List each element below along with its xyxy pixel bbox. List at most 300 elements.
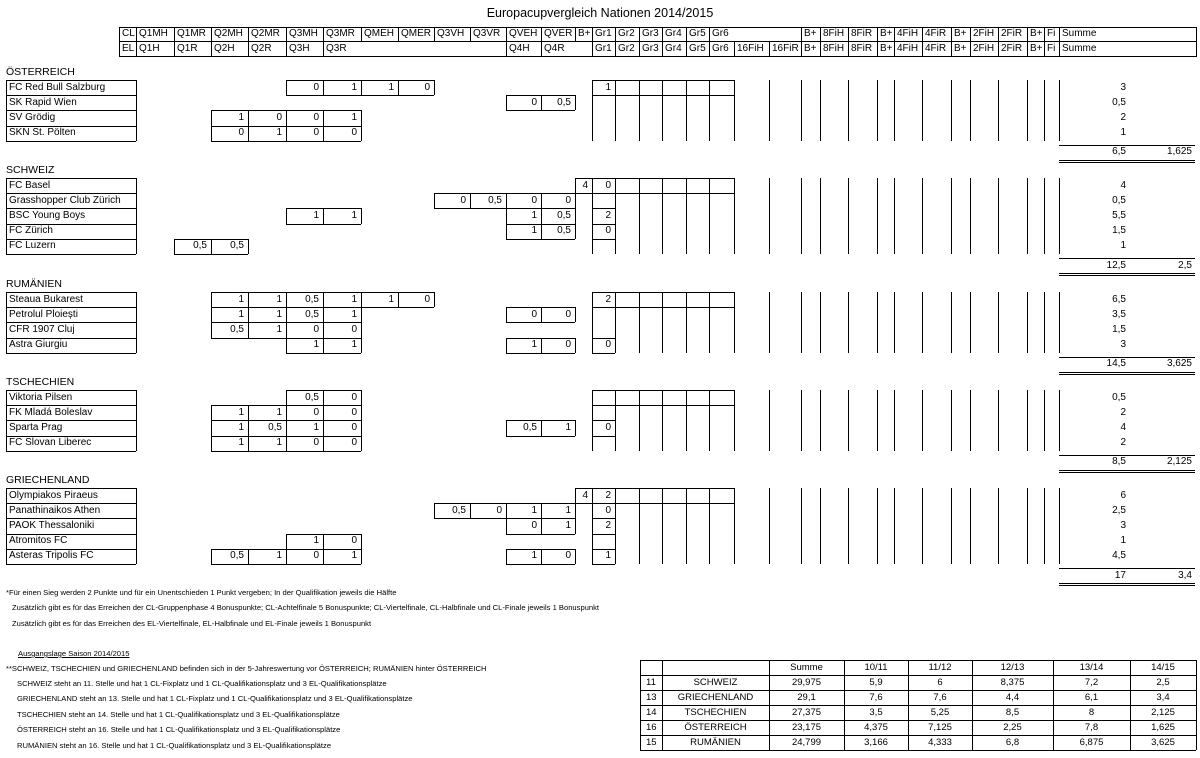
group-line xyxy=(592,193,734,194)
result-cell: 1 xyxy=(238,406,244,418)
cell-line xyxy=(211,451,248,452)
result-cell: 0,5 xyxy=(230,550,244,562)
cell-line xyxy=(323,292,324,307)
result-cell: 0,5 xyxy=(488,194,502,206)
result-cell: 0 xyxy=(605,339,611,351)
cell-line xyxy=(361,292,362,307)
team-box-line xyxy=(6,95,136,96)
cell-line xyxy=(323,224,361,225)
header-cell-cl: B+ xyxy=(575,27,592,41)
result-cell: 0 xyxy=(605,225,611,237)
column-line xyxy=(1027,292,1028,353)
cell-line xyxy=(323,338,324,353)
result-cell: 0 xyxy=(531,308,537,320)
team-box-line xyxy=(6,193,136,194)
team-box-line xyxy=(6,208,136,209)
result-cell: 0,5 xyxy=(557,209,571,221)
ranking-header: 14/15 xyxy=(1151,661,1175,673)
result-cell: 1 xyxy=(531,339,537,351)
total-line xyxy=(1059,160,1195,161)
team-sum: 4 xyxy=(1120,179,1126,191)
column-line xyxy=(1059,390,1060,451)
team-box-line xyxy=(6,208,7,223)
header-cell-el: B+ xyxy=(877,42,894,56)
ranking-header: 11/12 xyxy=(928,661,952,673)
result-cell: 0 xyxy=(531,194,537,206)
team-box-line xyxy=(6,178,7,193)
column-line xyxy=(848,178,849,254)
column-line xyxy=(848,488,849,564)
cell-line xyxy=(361,549,362,564)
cell-line xyxy=(506,322,541,323)
ranking-position: 16 xyxy=(646,721,657,733)
column-line xyxy=(998,390,999,451)
result-cell: 0 xyxy=(238,127,244,139)
header-cell-cl: Q3VH xyxy=(434,27,470,41)
cell-line xyxy=(248,405,286,406)
team-box-line xyxy=(136,534,137,549)
team-box-line xyxy=(136,292,137,307)
header-cell-cl: Summe xyxy=(1059,27,1196,41)
team-name: Viktoria Pilsen xyxy=(9,391,73,403)
header-cell-el: 16FiR xyxy=(769,42,801,56)
cell-line xyxy=(592,224,615,225)
team-name: Steaua Bukarest xyxy=(9,293,83,305)
ranking-value: 7,125 xyxy=(928,721,952,733)
cell-line xyxy=(506,549,507,564)
group-top-line xyxy=(592,80,734,81)
team-box-line xyxy=(6,178,136,179)
column-line xyxy=(686,178,687,254)
group-line xyxy=(592,405,734,406)
cell-line xyxy=(541,95,575,96)
group-line xyxy=(592,503,734,504)
header-cell-el: 8FiH xyxy=(820,42,848,56)
header-cell-cl: Gr6 xyxy=(709,27,734,41)
ranking-value: 7,8 xyxy=(1084,721,1099,733)
header-cell-cl: Gr3 xyxy=(639,27,662,41)
column-line xyxy=(709,390,710,451)
group-line xyxy=(592,95,734,96)
cell-line xyxy=(211,564,248,565)
cell-line xyxy=(361,338,362,353)
cell-line xyxy=(248,420,286,421)
ranking-value: 4,4 xyxy=(1005,691,1020,703)
nation-heading: TSCHECHIEN xyxy=(6,376,75,388)
team-box-line xyxy=(6,292,7,307)
cell-line xyxy=(506,420,541,421)
team-box-line xyxy=(136,405,137,420)
team-box-line xyxy=(136,503,137,518)
header-cell-el: B+ xyxy=(1027,42,1044,56)
ranking-position: 15 xyxy=(646,736,657,748)
cell-line xyxy=(248,549,249,564)
ranking-col-line xyxy=(844,660,845,750)
result-cell: 2 xyxy=(605,489,611,501)
column-line xyxy=(894,488,895,564)
header-cell-cl: Gr2 xyxy=(615,27,639,41)
header-cell-cl: Q3MR xyxy=(323,27,361,41)
header-cell-el: Q4H xyxy=(506,42,541,56)
team-box-line xyxy=(6,549,136,550)
nation-total: 8,5 xyxy=(1112,456,1126,468)
column-line xyxy=(951,178,952,254)
result-cell: 1 xyxy=(313,421,319,433)
cell-line xyxy=(506,503,541,504)
team-sum: 1,5 xyxy=(1112,225,1126,237)
result-cell: 0 xyxy=(351,127,357,139)
header-cell-el: 8FiR xyxy=(848,42,877,56)
ranking-value: 27,375 xyxy=(791,706,822,718)
cell-line xyxy=(286,307,323,308)
result-cell: 4 xyxy=(582,489,588,501)
team-sum: 3 xyxy=(1120,519,1126,531)
cell-line xyxy=(541,338,542,353)
header-cell-cl: 4FiR xyxy=(922,27,951,41)
cell-line xyxy=(286,126,287,141)
column-line xyxy=(662,488,663,564)
ranking-value: 8,375 xyxy=(1000,676,1025,688)
team-name: FK Mladá Boleslav xyxy=(9,406,93,418)
header-cell-cl: Gr5 xyxy=(686,27,709,41)
cell-line xyxy=(323,436,361,437)
result-cell: 1 xyxy=(351,293,357,305)
cell-line xyxy=(323,322,324,337)
result-cell: 1 xyxy=(276,308,282,320)
team-box-line xyxy=(136,80,137,95)
cell-line xyxy=(434,503,435,518)
column-line xyxy=(769,390,770,451)
total-line xyxy=(1059,275,1195,276)
column-line xyxy=(1059,292,1060,353)
result-cell: 0 xyxy=(565,194,571,206)
cell-line xyxy=(248,292,286,293)
result-cell: 0 xyxy=(276,111,282,123)
team-name: Sparta Prag xyxy=(9,421,63,433)
cell-line xyxy=(361,390,362,405)
column-line xyxy=(998,80,999,141)
ranking-col-line xyxy=(972,660,973,750)
header-cell-cl: B+ xyxy=(801,27,820,41)
header-cell-el: Q1H xyxy=(136,42,174,56)
team-box-line xyxy=(136,549,137,564)
team-box-line xyxy=(6,110,136,111)
column-line xyxy=(801,292,802,353)
team-sum: 4 xyxy=(1120,421,1126,433)
cell-line xyxy=(174,254,211,255)
cell-line xyxy=(506,193,541,194)
cell-line xyxy=(541,549,575,550)
header-cell-cl: 8FiH xyxy=(820,27,848,41)
column-line xyxy=(820,178,821,254)
ranking-col-line xyxy=(1130,660,1131,750)
ranking-col-line xyxy=(640,660,641,750)
cell-line xyxy=(286,564,323,565)
result-cell: 1 xyxy=(388,81,394,93)
cell-line xyxy=(211,110,212,125)
cell-line xyxy=(286,420,287,435)
group-top-line xyxy=(592,390,734,391)
cell-line xyxy=(575,420,576,435)
cell-line xyxy=(592,564,615,565)
header-cell-el: 2FiH xyxy=(970,42,998,56)
cell-line xyxy=(323,420,361,421)
cell-line xyxy=(323,141,361,142)
cell-line xyxy=(248,141,286,142)
team-box-line xyxy=(6,239,136,240)
team-box-line xyxy=(6,80,136,81)
team-name: Atromitos FC xyxy=(9,535,68,547)
cell-line xyxy=(361,208,362,223)
cell-line xyxy=(361,436,362,451)
result-cell: 0 xyxy=(565,308,571,320)
result-cell: 1 xyxy=(351,308,357,320)
column-line xyxy=(615,292,616,353)
ranking-value: 4,375 xyxy=(864,721,888,733)
result-cell: 1 xyxy=(276,127,282,139)
team-box-line xyxy=(6,488,7,503)
cell-line xyxy=(286,141,323,142)
cell-line xyxy=(211,549,212,564)
ranking-value: 3,4 xyxy=(1156,691,1170,703)
cell-line xyxy=(323,80,324,95)
header-cell-cl: Q3VR xyxy=(470,27,506,41)
column-line xyxy=(877,292,878,353)
ranking-value: 3,5 xyxy=(869,706,883,718)
cell-line xyxy=(286,224,323,225)
result-cell: 0 xyxy=(351,323,357,335)
result-cell: 0 xyxy=(313,127,319,139)
ranking-value: 1,625 xyxy=(1151,721,1175,733)
column-line xyxy=(639,390,640,451)
result-cell: 1 xyxy=(276,550,282,562)
cell-line xyxy=(575,178,576,193)
column-line xyxy=(970,292,971,353)
header-cell-el: Gr1 xyxy=(592,42,615,56)
ranking-value: 7,2 xyxy=(1084,676,1099,688)
cell-line xyxy=(541,224,542,239)
cell-line xyxy=(211,549,248,550)
result-cell: 0 xyxy=(565,550,571,562)
cell-line xyxy=(211,239,248,240)
cell-line xyxy=(361,292,398,293)
team-box-line xyxy=(6,451,136,452)
result-cell: 0 xyxy=(351,535,357,547)
column-line xyxy=(820,488,821,564)
cell-line xyxy=(248,405,249,420)
cell-line xyxy=(506,95,541,96)
result-cell: 1 xyxy=(276,293,282,305)
ranking-value: 8,5 xyxy=(1005,706,1020,718)
team-box-line xyxy=(6,518,136,519)
header-right-line xyxy=(1196,27,1197,57)
cell-line xyxy=(286,405,323,406)
header-cell-cl: B+ xyxy=(1027,27,1044,41)
column-line xyxy=(769,488,770,564)
result-cell: 0,5 xyxy=(268,421,282,433)
cell-line xyxy=(506,353,541,354)
cell-line xyxy=(592,239,615,240)
cell-line xyxy=(592,518,615,519)
ranking-value: 8 xyxy=(1088,706,1095,718)
cell-line xyxy=(541,208,575,209)
column-line xyxy=(734,80,735,141)
ranking-value: 2,5 xyxy=(1156,676,1170,688)
cell-line xyxy=(286,353,323,354)
ranking-col-line xyxy=(769,660,770,750)
cell-line xyxy=(361,405,362,420)
cell-line xyxy=(506,503,507,518)
team-box-line xyxy=(6,224,136,225)
cell-line xyxy=(248,239,249,254)
cell-line xyxy=(506,420,507,435)
column-line xyxy=(877,488,878,564)
footnote-line: Zusätzlich gibt es für das Erreichen des EL-Viertelfinale, EL-Halbfinale und EL-Finale jeweils 1 Bonuspunkt xyxy=(12,619,372,628)
header-cell-el: B+ xyxy=(801,42,820,56)
team-sum: 0,5 xyxy=(1112,194,1126,206)
result-cell: 1 xyxy=(351,209,357,221)
cell-line xyxy=(211,420,212,435)
team-box-line xyxy=(136,436,137,451)
cell-line xyxy=(286,390,323,391)
column-line xyxy=(709,80,710,141)
cell-line xyxy=(286,126,323,127)
cell-line xyxy=(286,208,323,209)
cell-line xyxy=(323,110,361,111)
cell-line xyxy=(361,534,362,549)
ranking-value: 24,799 xyxy=(791,736,822,748)
cell-line xyxy=(323,549,361,550)
column-line xyxy=(1059,80,1060,141)
cell-line xyxy=(286,420,323,421)
ranking-value: 29,975 xyxy=(791,676,822,688)
column-line xyxy=(769,178,770,254)
team-box-line xyxy=(6,307,7,322)
header-cell-el: Gr3 xyxy=(639,42,662,56)
ranking-value: 6,1 xyxy=(1084,691,1099,703)
result-cell: 1 xyxy=(276,323,282,335)
team-box-line xyxy=(6,322,7,337)
cell-line xyxy=(361,307,362,322)
cell-line xyxy=(506,338,507,353)
team-name: FC Red Bull Salzburg xyxy=(9,81,106,93)
cell-line xyxy=(575,518,576,533)
column-line xyxy=(998,292,999,353)
column-line xyxy=(639,80,640,141)
header-cell-el: Summe xyxy=(1059,42,1196,56)
cell-line xyxy=(286,451,323,452)
team-box-line xyxy=(6,338,7,353)
column-line xyxy=(801,488,802,564)
cell-line xyxy=(323,307,361,308)
header-cell-el: Q2H xyxy=(211,42,248,56)
team-box-line xyxy=(136,518,137,533)
team-name: Petrolul Ploiești xyxy=(9,308,78,320)
cell-line xyxy=(323,208,361,209)
cell-line xyxy=(506,549,541,550)
header-cell-cl: Q1MR xyxy=(174,27,211,41)
cell-line xyxy=(541,224,575,225)
column-line xyxy=(801,178,802,254)
cell-line xyxy=(592,534,615,535)
column-line xyxy=(922,80,923,141)
cell-line xyxy=(541,420,542,435)
team-box-line xyxy=(6,95,7,110)
result-cell: 0 xyxy=(496,504,502,516)
team-box-line xyxy=(6,488,136,489)
team-box-line xyxy=(136,95,137,110)
team-sum: 2,5 xyxy=(1112,504,1126,516)
nation-total: 12,5 xyxy=(1106,259,1126,271)
result-cell: 0,5 xyxy=(230,240,244,252)
cell-line xyxy=(361,420,362,435)
cell-line xyxy=(286,390,287,405)
result-cell: 1 xyxy=(238,421,244,433)
footnote-line: *Für einen Sieg werden 2 Punkte und für ein Unentschieden 1 Punkt vergeben; In der Qualifikation jeweils die Hälfte xyxy=(6,588,397,597)
cell-line xyxy=(286,208,287,223)
cell-line xyxy=(434,292,435,307)
header-cell-el: Q3H xyxy=(286,42,323,56)
cell-line xyxy=(323,353,361,354)
team-box-line xyxy=(6,126,7,141)
result-cell: 1 xyxy=(313,535,319,547)
cell-line xyxy=(361,126,362,141)
result-cell: 1 xyxy=(531,209,537,221)
cell-line xyxy=(361,95,398,96)
column-line xyxy=(998,178,999,254)
team-sum: 0,5 xyxy=(1112,96,1126,108)
cell-line xyxy=(506,224,507,239)
header-cell-cl: 2FiH xyxy=(970,27,998,41)
team-box-line xyxy=(6,405,136,406)
cell-line xyxy=(398,95,434,96)
team-box-line xyxy=(136,193,137,208)
column-line xyxy=(877,390,878,451)
header-mid-line xyxy=(119,41,1196,42)
cell-line xyxy=(575,224,576,239)
cell-line xyxy=(248,338,286,339)
column-line xyxy=(709,178,710,254)
team-box-line xyxy=(6,564,136,565)
ranking-nation: RUMÄNIEN xyxy=(690,736,741,748)
result-cell: 1 xyxy=(605,550,611,562)
group-top-line xyxy=(592,178,734,179)
header-cell-el: Gr5 xyxy=(686,42,709,56)
cell-line xyxy=(398,80,399,95)
result-cell: 1 xyxy=(276,437,282,449)
ranking-position: 14 xyxy=(646,706,657,718)
header-cell-el: EL xyxy=(119,42,136,56)
result-cell: 0 xyxy=(351,421,357,433)
nation-heading: SCHWEIZ xyxy=(6,164,55,176)
cell-line xyxy=(506,193,507,208)
ranking-value: 3,166 xyxy=(864,736,888,748)
cell-line xyxy=(323,549,324,564)
team-sum: 1 xyxy=(1120,127,1126,139)
cell-line xyxy=(361,322,362,337)
team-name: Panathinaikos Athen xyxy=(9,504,101,516)
header-cell-el: Q3R xyxy=(323,42,361,56)
cell-line xyxy=(286,322,287,337)
cell-line xyxy=(470,503,506,504)
team-box-line xyxy=(6,141,136,142)
column-line xyxy=(662,390,663,451)
team-name: Asteras Tripolis FC xyxy=(9,550,94,562)
cell-line xyxy=(286,534,287,549)
header-cell-cl: Q3MH xyxy=(286,27,323,41)
column-line xyxy=(639,178,640,254)
result-cell: 0,5 xyxy=(305,308,319,320)
